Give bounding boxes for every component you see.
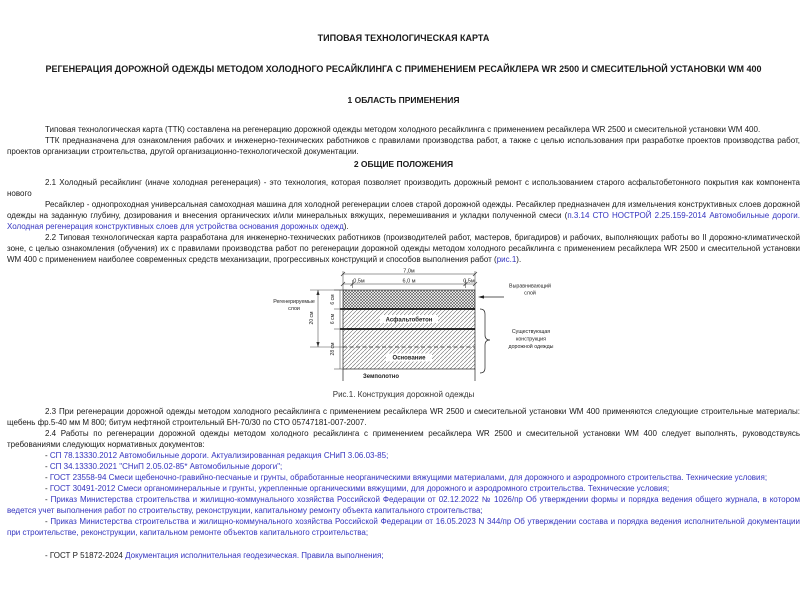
dim-carriageway: 6,0 м — [402, 278, 415, 285]
section-2-heading: 2 ОБЩИЕ ПОЛОЖЕНИЯ — [353, 159, 454, 169]
doc-heading: РЕГЕНЕРАЦИЯ ДОРОЖНОЙ ОДЕЖДЫ МЕТОДОМ ХОЛОДНОГО РЕСАЙКЛИНГА С ПРИМЕНЕНИЕМ РЕСАЙКЛЕРА WR 2500 И СМЕСИТЕЛЬНОЙ УСТАНОВКИ WM 400 — [45, 64, 762, 74]
figure-caption: Рис.1. Конструкция дорожной одежды — [332, 390, 475, 399]
paragraph-2-1: 2.1 Холодный ресайклинг (иначе холодная регенерация) - это технология, которая позволяет производить дорожный ремонт с использованием старого асфальтобетонного покрытия как компонента нового — [7, 178, 800, 198]
document-page — [0, 33, 807, 561]
regenerated-layers-label-1: Регенерируемые — [272, 299, 315, 305]
reference-prefix: - ГОСТ Р 51872-2024 — [45, 551, 126, 560]
paragraph-2-3: 2.3 При регенерации дорожной одежды методом холодного ресайклинга с применением ресайклера WR 2500 и смесительной установки WM 400 применяются следующие строительные материалы: щебень фр.5-40 мм М 800; битум нефтяной строительный БН-70/30 по СТО 05747181-007-2007. — [7, 407, 800, 427]
dim-left-shoulder: 0,5м — [352, 278, 365, 285]
paragraph-2-2-text: 2.2 Типовая технологическая карта разработана для инженерно-технических работников (производителей работ, мастеров, бригадиров) и рабочих, выполняющих работы во II дорожно-климатической зоне, с целью ознакомления (обучения) их с правилами производства работ по регенерации дорожной одежды методом холодного ресайклинга с применением ресайклера WR 2500 и смесительной установки WM 400 с применением наиболее современных средств механизации, прогрессивных конструкций и способов выполнения работ ( — [7, 233, 800, 264]
paragraph-2-2-tail: ). — [516, 255, 522, 264]
reference-link[interactable]: Приказ Министерства строительства и жилищно-коммунального хозяйства Российской Федерации от 16.05.2023 N 344/пр Об утверждении состава и порядка ведения исполнительной документации при строительстве, реконструкции, капитальном ремонте объектов капитального строительства; — [7, 517, 800, 537]
paragraph-2-4: 2.4 Работы по регенерации дорожной одежды методом холодного ресайклинга с применением ресайклера WR 2500 и смесительной установки WM 400 следует выполнять, руководствуясь требованиями следующих нормативных документов: — [7, 429, 800, 449]
reference-prefix: - — [45, 495, 51, 504]
dim-layer1: 6 см — [329, 294, 336, 305]
regenerated-layers-label-2: слои — [287, 306, 300, 312]
paragraph-scope-2: ТТК предназначена для ознакомления рабочих и инженерно-технических работников с правилами производства работ, а также с целью использования при разработке проектов производства работ, проектов организации строительства, другой организационно-технологической документации. — [7, 136, 800, 156]
existing-construction-label-2: конструкция — [515, 336, 546, 343]
reference-item — [7, 483, 800, 494]
paragraph-2-2 — [7, 232, 800, 265]
paragraph-2-1b-text: Ресайклер - однопроходная универсальная самоходная машина для холодной регенерации слоев старой дорожной одежды. Ресайклер предназначен для измельчения конструктивных слоев дорожной одежды на заданную глубину, дозирования и внесения органических и/или минеральных вяжущих, перемешивания и укладки полученной смеси ( — [7, 200, 800, 220]
reference-link[interactable]: СП 34.13330.2021 "СНиП 2.05.02-85* Автомобильные дороги"; — [49, 462, 283, 471]
paragraph-scope-1: Типовая технологическая карта (ТТК) составлена на регенерацию дорожной одежды методом холодного ресайклинга с применением ресайклера WR 2500 и смесительной установки WM 400. — [45, 125, 761, 134]
dim-layer3: 28 см — [329, 342, 336, 356]
reference-link[interactable]: СП 78.13330.2012 Автомобильные дороги. Актуализированная редакция СНиП 3.06.03-85; — [49, 451, 389, 460]
reference-item — [7, 461, 800, 472]
reference-item — [7, 516, 800, 538]
reference-item — [7, 494, 800, 516]
reference-link[interactable]: ГОСТ 30491-2012 Смеси органоминеральные и грунты, укрепленные органическими вяжущими, для дорожного и аэродромного строительства. Технические условия; — [49, 484, 670, 493]
doc-title: ТИПОВАЯ ТЕХНОЛОГИЧЕСКАЯ КАРТА — [317, 33, 490, 43]
reference-item — [7, 450, 800, 461]
leveling-layer-label-1: Выравнивающий — [508, 283, 551, 290]
references-list — [7, 450, 800, 561]
reference-item — [7, 550, 800, 561]
existing-construction-label-3: дорожной одежды — [508, 344, 553, 350]
pavement-figure — [7, 267, 800, 400]
dim-layer2: 6 см — [329, 313, 336, 325]
link-sto-nostroy[interactable]: п.3.14 СТО НОСТРОЙ 2.25.159-2014 Автомобильные дороги. Холодная регенерация конструктивных слоев для устройства основания дорожных одежд — [7, 211, 800, 231]
reference-prefix: - — [45, 462, 50, 471]
reference-prefix: - — [45, 473, 50, 482]
subgrade-label: Земполотно — [362, 374, 399, 380]
dim-right-shoulder: 0,5м — [462, 278, 475, 285]
existing-construction-label-1: Существующая — [511, 329, 550, 335]
dim-total-width: 7,0м — [402, 268, 415, 275]
link-figure-1[interactable]: рис.1 — [496, 255, 517, 264]
reference-link[interactable]: Документация исполнительная геодезическая. Правила выполнения; — [125, 551, 384, 560]
paragraph-2-1b — [7, 199, 800, 232]
pavement-diagram — [268, 267, 578, 385]
section-1-heading: 1 ОБЛАСТЬ ПРИМЕНЕНИЯ — [347, 95, 460, 105]
reference-prefix: - — [45, 451, 50, 460]
reference-prefix: - — [45, 517, 51, 526]
layer-asphalt-label: Асфальтобетон — [385, 317, 432, 324]
layer-base-label: Основание — [392, 355, 425, 362]
reference-item — [7, 472, 800, 483]
reference-link[interactable]: ГОСТ 23558-94 Смеси щебеночно-гравийно-песчаные и грунты, обработанные неорганическими вяжущими материалами, для дорожного и аэродромного строительства. Технические условия; — [49, 473, 768, 482]
leveling-layer-label-2: слой — [523, 290, 536, 297]
reference-prefix: - — [45, 484, 50, 493]
reference-link[interactable]: Приказ Министерства строительства и жилищно-коммунального хозяйства Российской Федерации от 02.12.2022 № 1026/пр Об утверждении формы и порядка ведения общего журнала, в котором ведется учет выполнения работ по строительству, реконструкции, капитальному ремонту объекта капитального строительства; — [7, 495, 800, 515]
dim-regen-depth: 20 см — [308, 311, 315, 325]
paragraph-2-1b-tail: ). — [343, 222, 349, 231]
